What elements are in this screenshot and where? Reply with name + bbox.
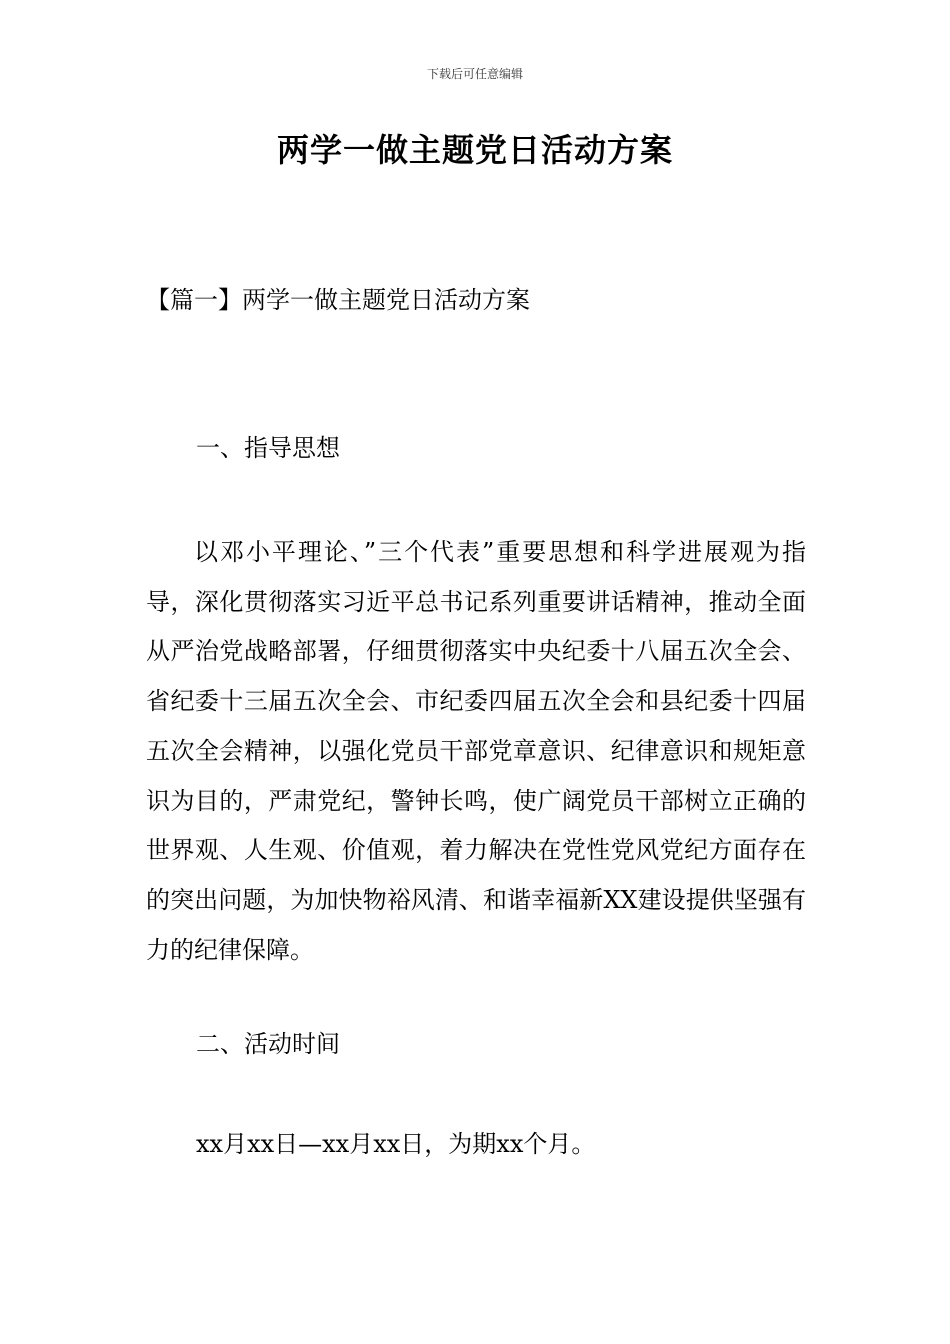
header-note: 下载后可任意编辑: [426, 67, 523, 81]
document-title: 两学一做主题党日活动方案: [276, 131, 673, 169]
section-body-activity-time: xx月xx日—xx月xx日，为期xx个月。: [196, 1130, 596, 1158]
section-body-guiding-ideology: 以邓小平理论、”三个代表”重要思想和科学进展观为指导，深化贯彻落实习近平总书记系列重要讲话精神，推动全面从严治党战略部署，仔细贯彻落实中央纪委十八届五次全会、省纪委十三届五次全会、市纪委四届五次全会和县纪委十四届五次全会精神，以强化党员干部党章意识、纪律意识和规矩意识为目的，严肃党纪，警钟长鸣，使广阔党员干部树立正确的世界观、人生观、价值观，着力解决在党性党风党纪方面存在的突出问题，为加快物裕风清、和谐幸福新XX建设提供坚强有力的纪律保障。: [146, 538, 806, 964]
section-heading-activity-time: 二、活动时间: [196, 1030, 340, 1058]
section-heading-guiding-ideology: 一、指导思想: [196, 434, 340, 462]
part-heading: 【篇一】两学一做主题党日活动方案: [146, 286, 530, 314]
